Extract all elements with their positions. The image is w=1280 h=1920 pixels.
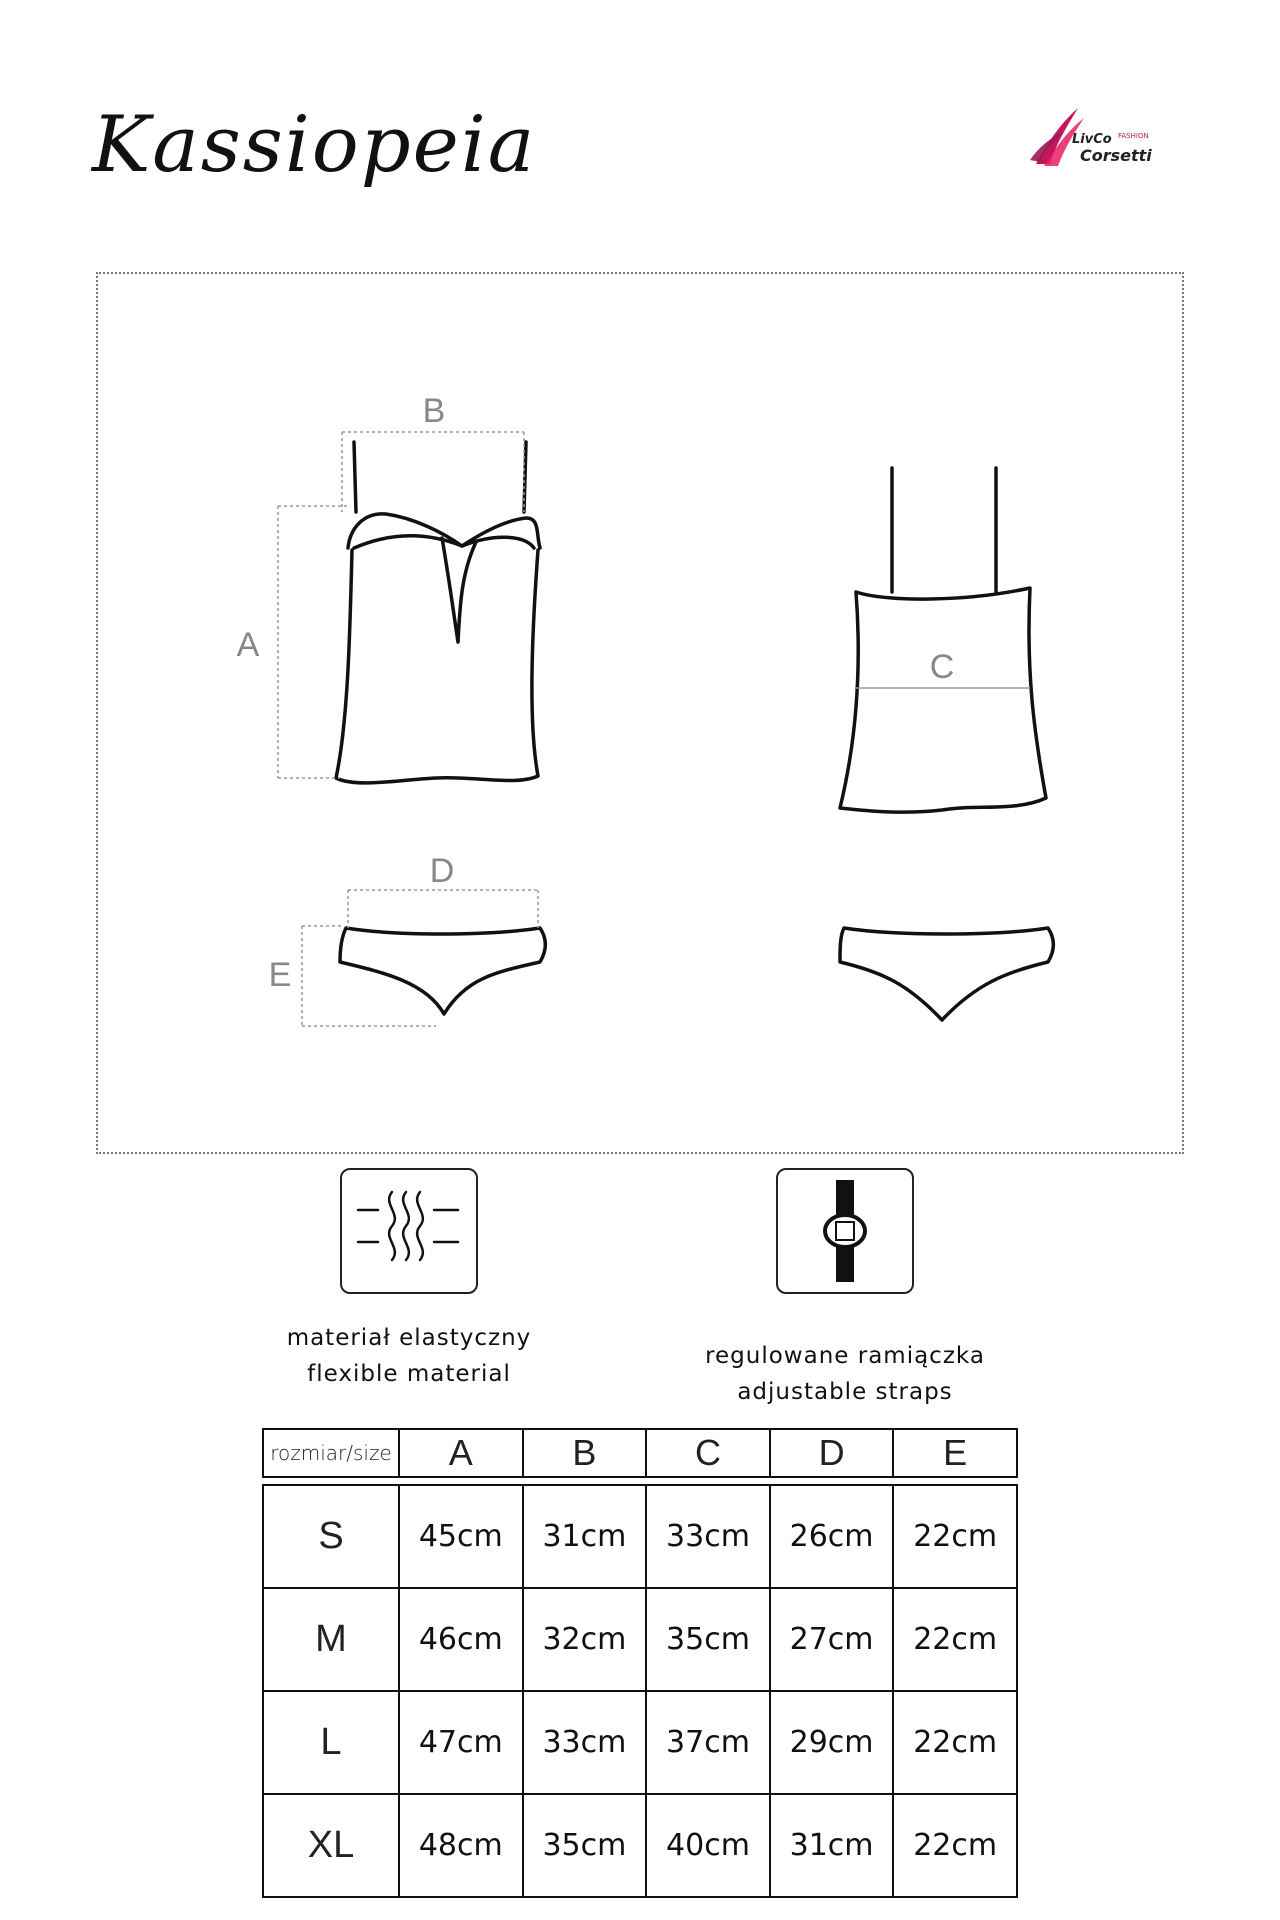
- table-cell: 22cm: [893, 1794, 1017, 1897]
- size-name-cell: M: [263, 1588, 399, 1691]
- strap-buckle-icon-glyph: [778, 1170, 912, 1292]
- size-name-cell: S: [263, 1485, 399, 1588]
- table-cell: 32cm: [523, 1588, 647, 1691]
- table-cell: 46cm: [399, 1588, 523, 1691]
- table-row: [263, 1588, 1017, 1691]
- table-cell: 37cm: [646, 1691, 770, 1794]
- brand-logo: [1030, 102, 1190, 182]
- feature-label-pl: materiał elastyczny: [286, 1325, 532, 1351]
- dimension-label-e: E: [268, 956, 292, 994]
- table-row: [263, 1691, 1017, 1794]
- panty-front: [340, 928, 545, 1014]
- size-name-cell: XL: [263, 1794, 399, 1897]
- stretch-waves-icon: [340, 1168, 478, 1294]
- header-cell-e: E: [893, 1429, 1017, 1477]
- strap-buckle-icon: [776, 1168, 914, 1294]
- feature-adjustable-straps: [662, 1338, 1028, 1410]
- camisole-front: [336, 442, 540, 783]
- feature-flexible-material: [236, 1320, 582, 1392]
- header-cell-a: A: [399, 1429, 523, 1477]
- table-cell: 31cm: [523, 1485, 647, 1588]
- panty-back: [840, 928, 1053, 1020]
- garment-diagram: [96, 272, 1184, 1154]
- header-cell-size: rozmiar/size: [263, 1429, 399, 1477]
- brand-logo-line2: Corsetti: [1080, 146, 1152, 165]
- table-row: [263, 1794, 1017, 1897]
- table-cell: 47cm: [399, 1691, 523, 1794]
- feature-label-pl: regulowane ramiączka: [705, 1343, 985, 1369]
- brand-logo-fashion: FASHION: [1118, 132, 1149, 140]
- table-cell: 22cm: [893, 1691, 1017, 1794]
- table-cell: 35cm: [523, 1794, 647, 1897]
- dimension-label-b: B: [422, 392, 446, 430]
- table-cell: 22cm: [893, 1588, 1017, 1691]
- table-cell: 29cm: [770, 1691, 894, 1794]
- feature-label-en: adjustable straps: [737, 1379, 953, 1405]
- table-cell: 22cm: [893, 1485, 1017, 1588]
- dimension-label-d: D: [429, 852, 455, 890]
- brand-logo-line1: LivCo: [1072, 132, 1112, 147]
- size-table: [262, 1484, 1018, 1898]
- dimension-guides: [278, 432, 538, 1026]
- header-cell-b: B: [523, 1429, 647, 1477]
- dimension-label-c: C: [929, 648, 955, 686]
- header-cell-c: C: [646, 1429, 770, 1477]
- table-cell: 31cm: [770, 1794, 894, 1897]
- size-name-cell: L: [263, 1691, 399, 1794]
- size-table-header: [262, 1428, 1018, 1478]
- feature-label-en: flexible material: [307, 1361, 511, 1387]
- camisole-back: [840, 468, 1046, 812]
- table-cell: 27cm: [770, 1588, 894, 1691]
- table-row: [263, 1485, 1017, 1588]
- table-cell: 33cm: [523, 1691, 647, 1794]
- dimension-label-a: A: [236, 626, 260, 664]
- product-title: Kassiopeia: [92, 100, 537, 190]
- table-cell: 48cm: [399, 1794, 523, 1897]
- header-cell-d: D: [770, 1429, 894, 1477]
- table-cell: 40cm: [646, 1794, 770, 1897]
- table-cell: 35cm: [646, 1588, 770, 1691]
- stretch-waves-icon-glyph: [342, 1170, 476, 1292]
- table-cell: 45cm: [399, 1485, 523, 1588]
- table-cell: 26cm: [770, 1485, 894, 1588]
- table-cell: 33cm: [646, 1485, 770, 1588]
